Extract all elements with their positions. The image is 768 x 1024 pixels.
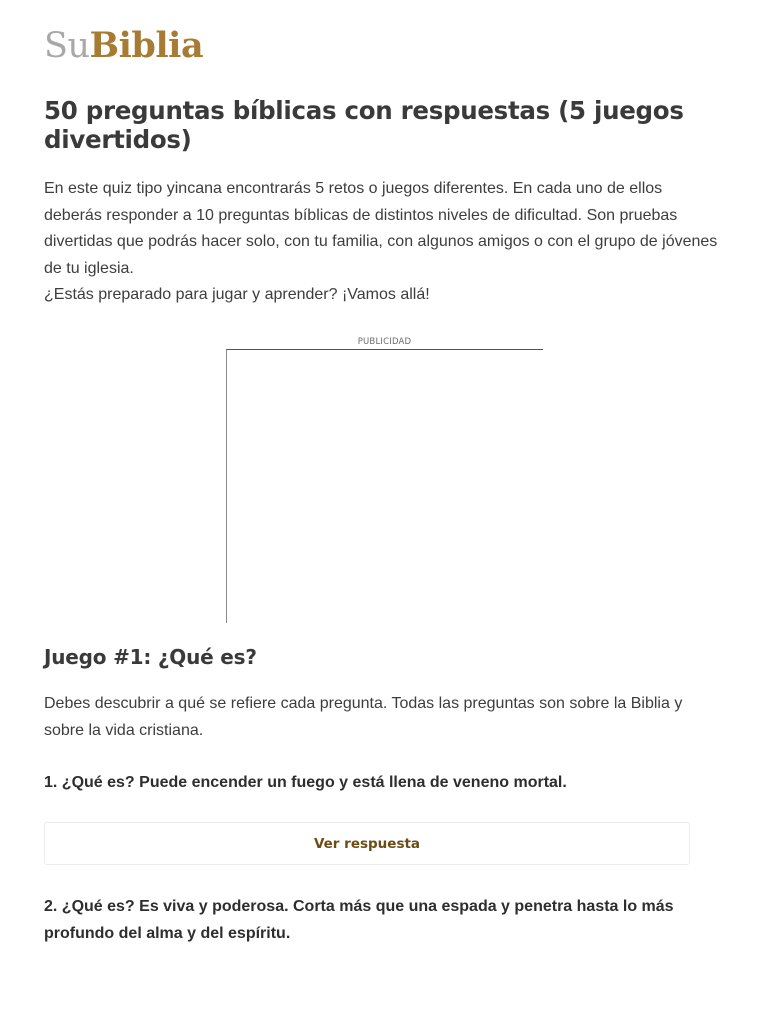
question-1: 1. ¿Qué es? Puede encender un fuego y está llena de veneno mortal. [44,774,567,791]
ad-label: PUBLICIDAD [357,337,412,347]
site-logo[interactable] [44,24,203,68]
game1-heading: Juego #1: ¿Qué es? [44,645,257,669]
logo-biblia: Biblia [89,25,204,66]
cta-paragraph: ¿Estás preparado para jugar y aprender? ¡Vamos allá! [44,286,430,303]
page-title: 50 preguntas bíblicas con respuestas (5 juegos divertidos) [44,96,684,154]
show-answer-button[interactable]: Ver respuesta [44,822,690,865]
logo-su: Su [44,26,90,66]
ad-container [226,335,543,623]
ad-slot[interactable] [226,349,543,623]
game1-description: Debes descubrir a qué se refiere cada pregunta. Todas las preguntas son sobre la Biblia y sobre la vida cristiana. [44,695,683,739]
intro-paragraph: En este quiz tipo yincana encontrarás 5 retos o juegos diferentes. En cada uno de ellos deberás responder a 10 preguntas bíblicas de distintos niveles de dificultad. Son pruebas divertidas que podrás hacer solo, con tu familia, con algunos amigos o con el grupo de jóvenes de tu iglesia. [44,180,718,277]
question-2: 2. ¿Qué es? Es viva y poderosa. Corta más que una espada y penetra hasta lo más profundo del alma y del espíritu. [44,898,674,942]
